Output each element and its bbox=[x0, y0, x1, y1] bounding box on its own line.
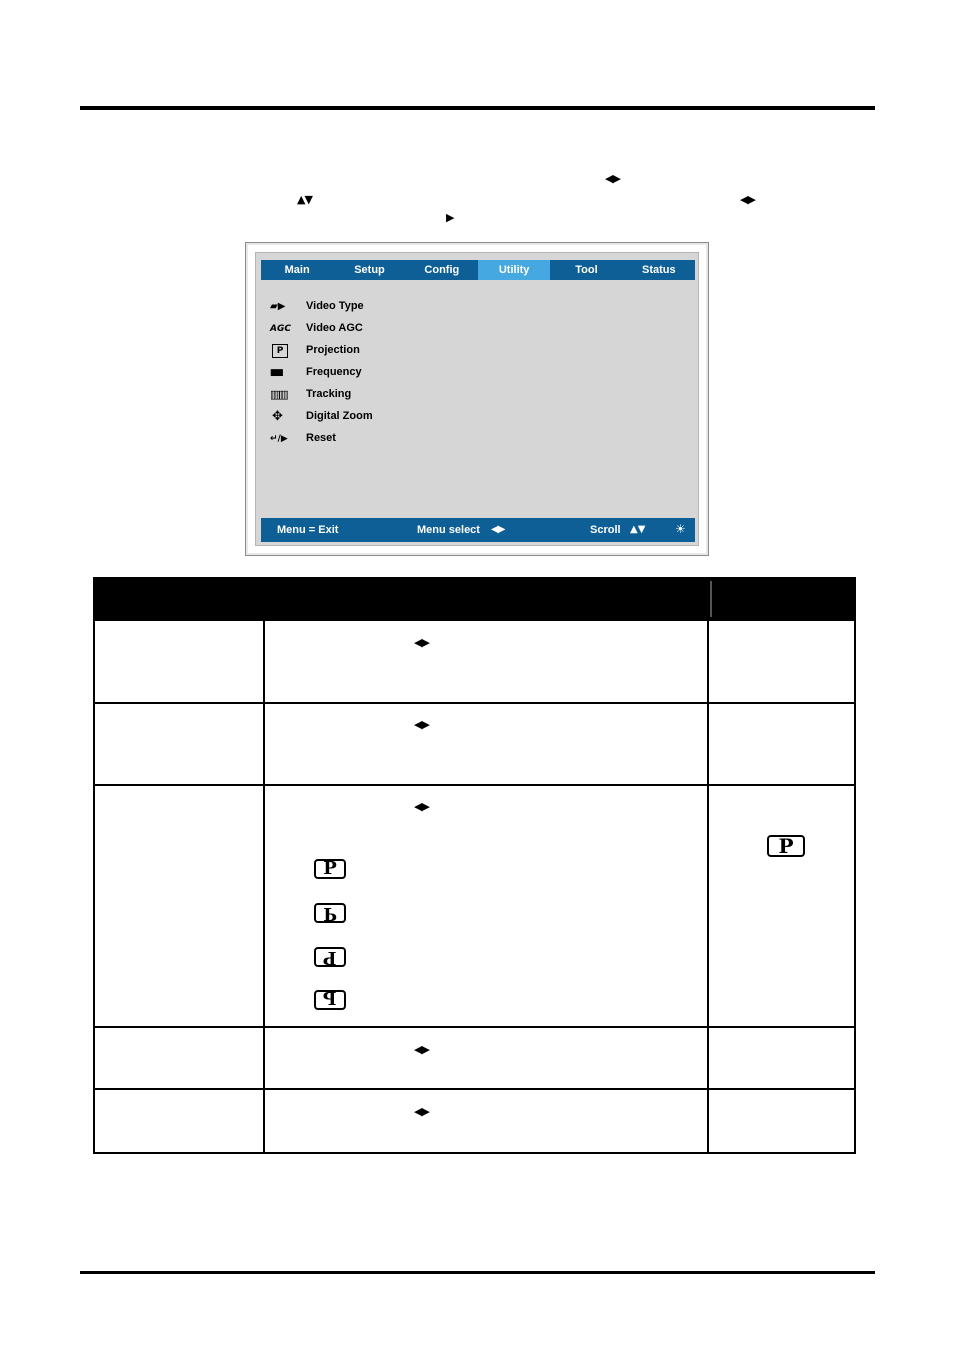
video-type-icon: ▰▶ bbox=[270, 301, 286, 312]
menu-item-label: Frequency bbox=[306, 366, 362, 378]
projection-ceiling-front-icon: P bbox=[314, 947, 346, 967]
menu-item-label: Reset bbox=[306, 432, 336, 444]
menu-item-label: Tracking bbox=[306, 388, 352, 400]
up-down-arrows-icon: ▲▼ bbox=[297, 193, 312, 206]
row-divider bbox=[95, 784, 854, 786]
projection-ceiling-rear-icon: P bbox=[314, 903, 346, 923]
lamp-icon: ☀ bbox=[675, 522, 686, 536]
tab-main[interactable]: Main bbox=[284, 264, 310, 276]
row-divider bbox=[95, 1026, 854, 1028]
tracking-icon: ▥▥ bbox=[270, 388, 287, 401]
right-arrow-icon: ▶ bbox=[446, 211, 454, 224]
tab-tool[interactable]: Tool bbox=[575, 264, 598, 276]
left-right-arrows-icon: ◀▶ bbox=[605, 172, 620, 185]
menu-item-label: Projection bbox=[306, 344, 360, 356]
left-right-arrows-icon: ◀▶ bbox=[491, 524, 505, 535]
menu-item-label: Digital Zoom bbox=[306, 410, 373, 422]
tab-status[interactable]: Status bbox=[641, 264, 676, 276]
left-right-arrows-icon: ◀▶ bbox=[414, 718, 429, 731]
osd-tab-bar bbox=[261, 260, 695, 280]
left-right-arrows-icon: ◀▶ bbox=[414, 636, 429, 649]
header-divider bbox=[710, 581, 712, 617]
osd-screenshot bbox=[245, 242, 709, 556]
scroll-hint: Scroll bbox=[590, 524, 621, 536]
tab-utility[interactable]: Utility bbox=[478, 260, 550, 280]
reset-icon: ↵/▶ bbox=[270, 434, 288, 444]
table-header bbox=[93, 577, 856, 621]
menu-select-hint: Menu select bbox=[417, 524, 480, 536]
up-down-arrows-icon: ▲▼ bbox=[630, 524, 646, 535]
digital-zoom-icon: ✥ bbox=[272, 409, 283, 424]
projection-default-icon: P bbox=[767, 835, 805, 857]
table-body bbox=[93, 621, 856, 1154]
projection-icon: P bbox=[272, 344, 288, 358]
osd-menu bbox=[255, 252, 699, 546]
osd-footer bbox=[261, 518, 695, 542]
projection-front-icon: P bbox=[314, 859, 346, 879]
utility-settings-table bbox=[93, 577, 856, 1154]
tab-setup[interactable]: Setup bbox=[354, 264, 385, 276]
column-divider bbox=[263, 621, 265, 1152]
frequency-icon: ▮▮▮▮ bbox=[270, 368, 282, 378]
left-right-arrows-icon: ◀▶ bbox=[414, 1105, 429, 1118]
row-divider bbox=[95, 702, 854, 704]
left-right-arrows-icon: ◀▶ bbox=[740, 193, 755, 206]
left-right-arrows-icon: ◀▶ bbox=[414, 1043, 429, 1056]
menu-item-label: Video Type bbox=[306, 300, 364, 312]
projection-rear-icon: P bbox=[314, 990, 346, 1010]
menu-exit-hint: Menu = Exit bbox=[277, 524, 339, 536]
video-agc-icon: AGC bbox=[270, 324, 291, 334]
menu-item-label: Video AGC bbox=[306, 322, 363, 334]
footer-rule bbox=[80, 1271, 875, 1274]
row-divider bbox=[95, 1088, 854, 1090]
tab-config[interactable]: Config bbox=[424, 264, 460, 276]
left-right-arrows-icon: ◀▶ bbox=[414, 800, 429, 813]
header-rule bbox=[80, 106, 875, 110]
column-divider bbox=[707, 621, 709, 1152]
